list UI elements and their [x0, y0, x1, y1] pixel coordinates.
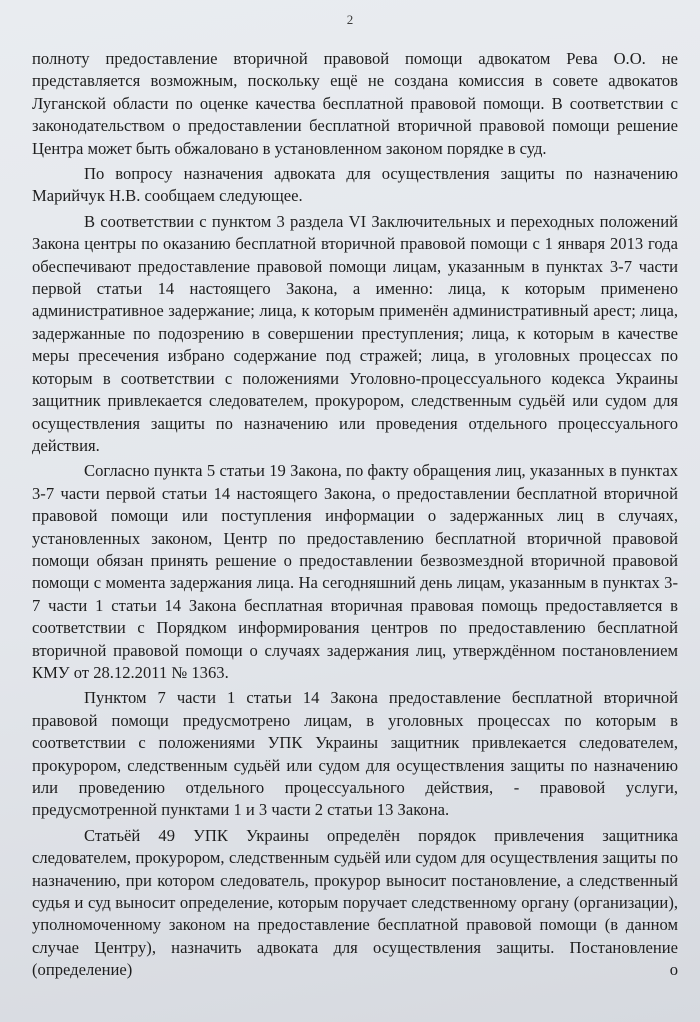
paragraph-5: Пунктом 7 части 1 статьи 14 Закона предоставление бесплатной вторичной правовой помощи предусмотрено лицам, в уголовных процессах по которым в соответствии с положениями УПК Украины защитник привлекается следователем, прокурором, следственным судьёй или судом для осуществления защиты по назначению или проведению отдельного процессуального действия, - правовой услуги, предусмотренной пунктами 1 и 3 части 2 статьи 13 Закона.: [32, 688, 678, 820]
paragraph-2: По вопросу назначения адвоката для осуществления защиты по назначению Марийчук Н.В. сообщаем следующее.: [32, 164, 678, 206]
paragraph-3: В соответствии с пунктом 3 раздела VI Заключительных и переходных положений Закона центры по оказанию бесплатной вторичной правовой помощи с 1 января 2013 года обеспечивают предоставление правовой помощи лицам, указанным в пунктах 3-7 части первой статьи 14 настоящего Закона, а именно: лица, к которым применено административное задержание; лица, к которым применён административный арест; лица, задержанные по подозрению в совершении преступления; лица, к которым в качестве меры пресечения избрано содержание под стражей; лица, в уголовных процессах по которым в соответствии с положениями Уголовно-процессуального кодекса Украины защитник привлекается следователем, прокурором, следственным судьёй или судом для осуществления защиты по назначению или проведения отдельного процессуального действия.: [32, 211, 678, 455]
paragraph-4: Согласно пункта 5 статьи 19 Закона, по факту обращения лиц, указанных в пунктах 3-7 части первой статьи 14 настоящего Закона, о предоставлении бесплатной вторичной правовой помощи или поступления информации о задержанных лиц в случаях, установленных законом, Центр по предоставлению бесплатной вторичной правовой помощи обязан принять решение о предоставлении безвозмездной вторичной правовой помощи с момента задержания лица. На сегодняшний день лицам, указанным в пунктах 3-7 части 1 статьи 14 Закона бесплатная вторичная правовая помощь предоставляется в соответствии с Порядком информирования центров по предоставлению бесплатной вторичной правовой помощи о случаях задержания лиц, утверждённом постановлением КМУ от 28.12.2011 № 1363.: [32, 461, 678, 682]
paragraph-1: полноту предоставление вторичной правовой помощи адвокатом Рева О.О. не представляется возможным, поскольку ещё не создана комиссия в совете адвокатов Луганской области по оценке качества бесплатной правовой помощи. В соответствии с законодательством о предоставлении бесплатной вторичной правовой помощи решение Центра может быть обжаловано в установленном законом порядке в суд.: [32, 49, 678, 158]
page-number: 2: [346, 12, 354, 27]
paragraph-6: Статьёй 49 УПК Украины определён порядок привлечения защитника следователем, прокурором, следственным судьёй или судом для осуществления защиты по назначению, при котором следователь, прокурор выносит постановление, а следственный судья и суд выносит определение, которым поручает следственному органу (организации), уполномоченному законом на предоставление бесплатной правовой помощи (в данном случае Центру), назначить адвоката для осуществления защиты. Постановление (определение) о: [32, 825, 678, 980]
document-body: [32, 48, 678, 985]
